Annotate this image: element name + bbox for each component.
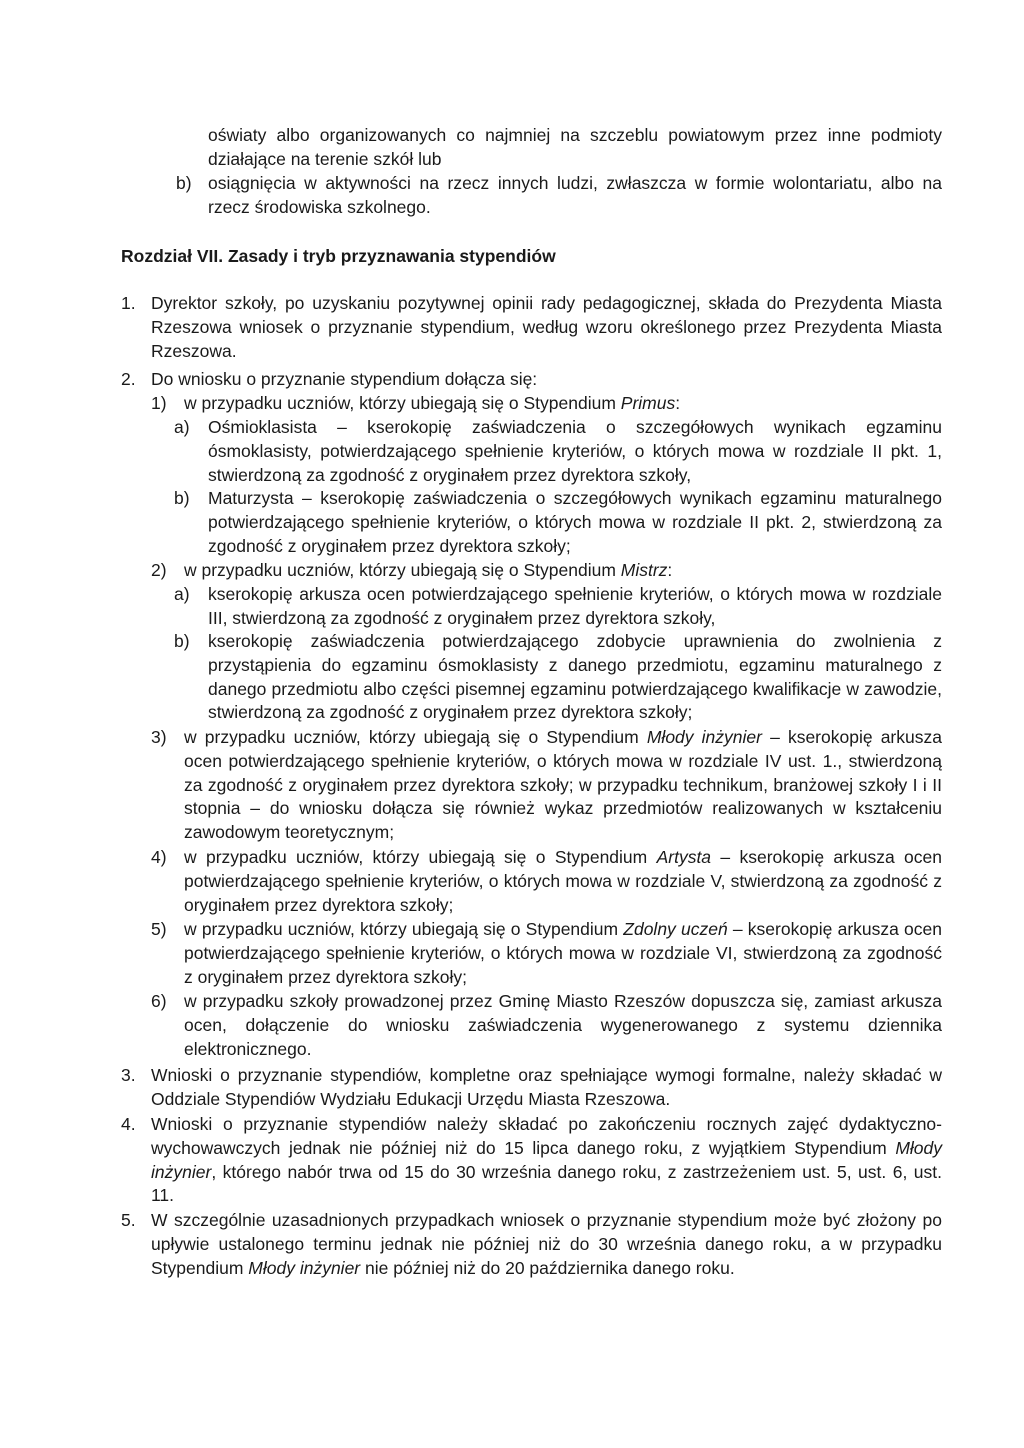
subitem-text: w przypadku uczniów, którzy ubiegają się o Stypendium Zdolny uczeń – kserokopię arkusza ocen potwierdzającego spełnienie kryteriów, o których mowa w rozdziale VI, stwierdzoną za zgodność z oryginałem przez dyrektora szkoły;: [184, 919, 942, 987]
list-item-text: osiągnięcia w aktywności na rzecz innych ludzi, zwłaszcza w formie wolontariatu, albo na rzecz środowiska szkolnego.: [208, 173, 942, 217]
item-text: Do wniosku o przyznanie stypendium dołącza się:: [151, 369, 538, 389]
letter-label: a): [174, 584, 190, 604]
subitem-number: 1): [151, 393, 167, 413]
item-text: Wnioski o przyznanie stypendiów należy składać po zakończeniu rocznych zajęć dydaktyczno-wychowawczych jednak nie później niż do 15 lipca danego roku, z wyjątkiem Stypendium Młody inżynier, którego nabór trwa od 15 do 30 września danego roku, z zastrzeżeniem ust. 5, ust. 6, ust. 11.: [151, 1114, 942, 1206]
item-number: 3.: [121, 1065, 136, 1085]
item-number: 5.: [121, 1210, 136, 1230]
subitem-text: w przypadku szkoły prowadzonej przez Gminę Miasto Rzeszów dopuszcza się, zamiast arkusza ocen, dołączenie do wniosku zaświadczenia wygenerowanego z systemu dziennika elektronicznego.: [184, 991, 942, 1059]
subitem-text: w przypadku uczniów, którzy ubiegają się o Stypendium Primus:: [184, 393, 681, 413]
subitem-number: 4): [151, 847, 167, 867]
list-label: b): [176, 173, 192, 193]
item-number: 2.: [121, 369, 136, 389]
item-text: Dyrektor szkoły, po uzyskaniu pozytywnej opinii rady pedagogicznej, składa do Prezydenta Miasta Rzeszowa wniosek o przyznanie stypendium, według wzoru określonego przez Prezydenta Miasta Rzeszowa.: [151, 293, 942, 361]
subitem-number: 3): [151, 727, 167, 747]
letter-item-text: Ośmioklasista – kserokopię zaświadczenia o szczegółowych wynikach egzaminu ósmoklasisty, potwierdzającego spełnienie kryteriów, o których mowa w rozdziale II pkt. 1, stwierdzoną za zgodność z oryginałem przez dyrektora szkoły,: [208, 417, 942, 485]
subitem-text: w przypadku uczniów, którzy ubiegają się o Stypendium Artysta – kserokopię arkusza ocen potwierdzającego spełnienie kryteriów, o których mowa w rozdziale V, stwierdzoną za zgodność z oryginałem przez dyrektora szkoły;: [184, 847, 942, 915]
subitem-number: 5): [151, 919, 167, 939]
letter-label: b): [174, 488, 190, 508]
intro-continuation: oświaty albo organizowanych co najmniej na szczeblu powiatowym przez inne podmioty działające na terenie szkół lub: [208, 125, 942, 169]
item-number: 4.: [121, 1114, 136, 1134]
letter-item-text: kserokopię zaświadczenia potwierdzającego zdobycie uprawnienia do zwolnienia z przystąpienia do egzaminu ósmoklasisty z danego przedmiotu, egzaminu maturalnego z danego przedmiotu albo części pisemnej egzaminu potwierdzającego kwalifikacje w zawodzie, stwierdzoną za zgodność z oryginałem przez dyrektora szkoły;: [208, 631, 942, 723]
item-number: 1.: [121, 293, 136, 313]
letter-item-text: Maturzysta – kserokopię zaświadczenia o szczegółowych wynikach egzaminu maturalnego potwierdzającego spełnienie kryteriów, o których mowa w rozdziale II pkt. 2, stwierdzoną za zgodność z oryginałem przez dyrektora szkoły;: [208, 488, 942, 556]
item-text: Wnioski o przyznanie stypendiów, kompletne oraz spełniające wymogi formalne, należy składać w Oddziale Stypendiów Wydziału Edukacji Urzędu Miasta Rzeszowa.: [151, 1065, 942, 1109]
letter-label: a): [174, 417, 190, 437]
letter-item-text: kserokopię arkusza ocen potwierdzającego spełnienie kryteriów, o których mowa w rozdziale III, stwierdzoną za zgodność z oryginałem przez dyrektora szkoły,: [208, 584, 942, 628]
subitem-text: w przypadku uczniów, którzy ubiegają się o Stypendium Młody inżynier – kserokopię arkusza ocen potwierdzającego spełnienie kryteriów, o których mowa w rozdziale IV ust. 1., stwierdzoną za zgodność z oryginałem przez dyrektora szkoły; w przypadku technikum, branżowej szkoły I i II stopnia – do wniosku dołącza się również wykaz przedmiotów realizowanych w kształceniu zawodowym teoretycznym;: [184, 727, 942, 843]
letter-label: b): [174, 631, 190, 651]
subitem-number: 6): [151, 991, 167, 1011]
subitem-text: w przypadku uczniów, którzy ubiegają się o Stypendium Mistrz:: [184, 560, 673, 580]
subitem-number: 2): [151, 560, 167, 580]
item-text: W szczególnie uzasadnionych przypadkach wniosek o przyznanie stypendium może być złożony po upływie ustalonego terminu jednak nie później niż do 30 września danego roku, a w przypadku Stypendium Młody inżynier nie później niż do 20 października danego roku.: [151, 1210, 942, 1278]
chapter-heading: Rozdział VII. Zasady i tryb przyznawania stypendiów: [121, 246, 556, 266]
